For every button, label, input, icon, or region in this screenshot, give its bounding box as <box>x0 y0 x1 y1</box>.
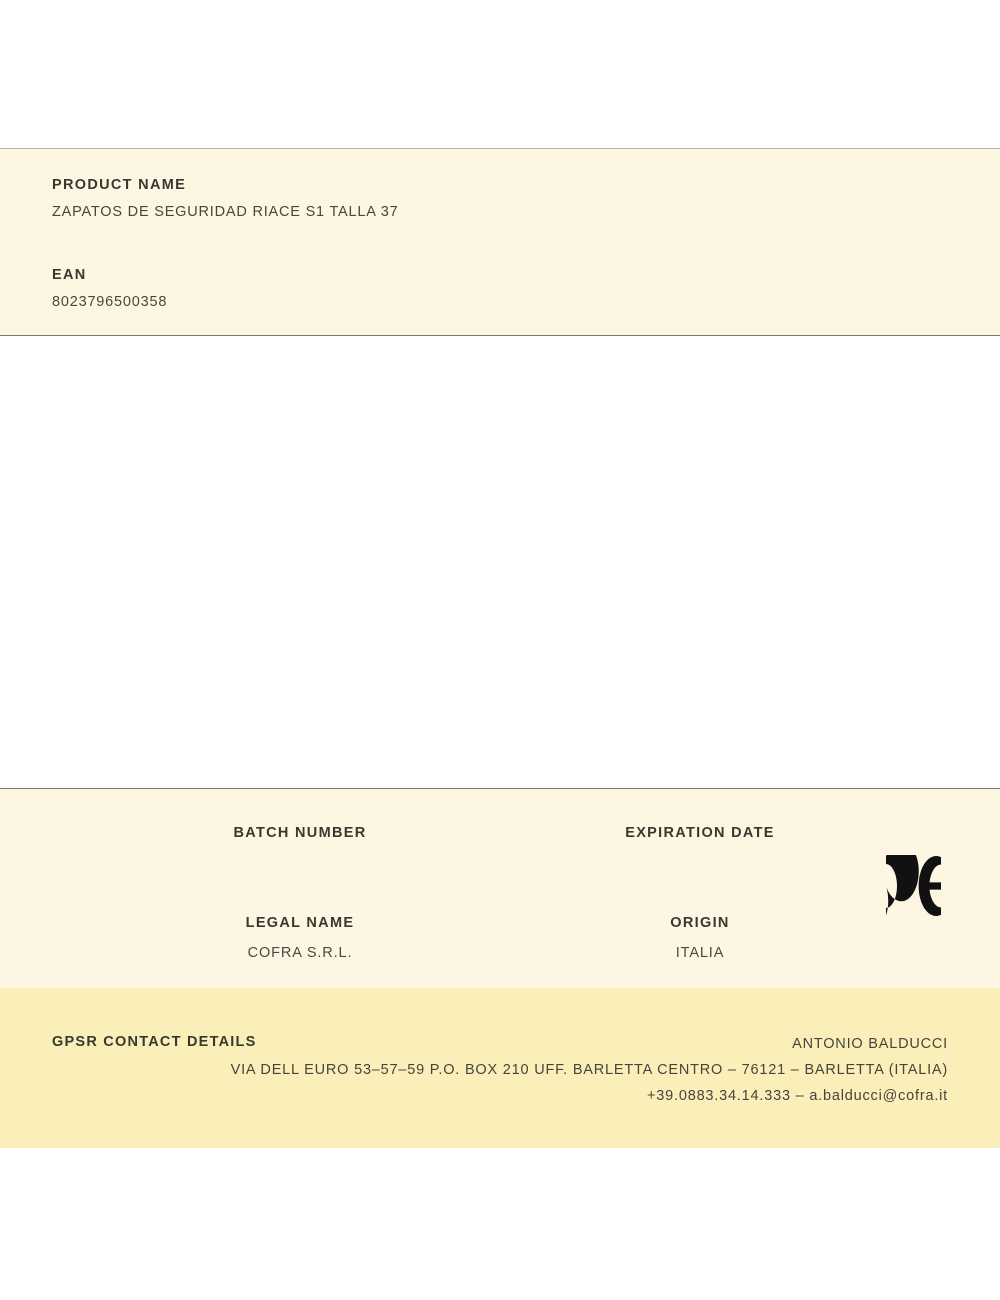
origin-field <box>550 915 850 962</box>
product-info-block <box>0 148 1000 336</box>
origin-label: ORIGIN <box>670 915 730 931</box>
product-name-label: PRODUCT NAME <box>52 177 187 193</box>
gpsr-contact-label: GPSR CONTACT DETAILS <box>52 1034 257 1050</box>
gpsr-contact-block <box>0 988 1000 1148</box>
batch-number-label: BATCH NUMBER <box>233 825 367 841</box>
contact-address: VIA DELL EURO 53–57–59 P.O. BOX 210 UFF. BARLETTA CENTRO – 76121 – BARLETTA (ITALIA) <box>230 1061 948 1078</box>
batch-number-field <box>150 825 450 872</box>
ce-marking-icon <box>850 855 950 917</box>
legal-name-label: LEGAL NAME <box>245 915 355 931</box>
origin-value: ITALIA <box>675 945 725 961</box>
ean-label: EAN <box>52 267 87 283</box>
batch-number-value <box>150 855 450 872</box>
product-name-value: ZAPATOS DE SEGURIDAD RIACE S1 TALLA 37 <box>52 204 399 220</box>
expiration-date-field <box>550 825 850 872</box>
gpsr-contact-details <box>231 1032 948 1109</box>
expiration-date-label: EXPIRATION DATE <box>625 825 775 841</box>
legal-name-field <box>150 915 450 962</box>
ean-field <box>52 267 167 310</box>
ean-value: 8023796500358 <box>52 294 168 310</box>
contact-phone-email: +39.0883.34.14.333 – a.balducci@cofra.it <box>647 1087 948 1104</box>
product-name-field <box>52 177 398 220</box>
blank-content-area <box>0 336 1000 788</box>
contact-name: ANTONIO BALDUCCI <box>792 1036 948 1052</box>
legal-name-value: COFRA S.R.L. <box>247 945 353 961</box>
expiration-date-value <box>550 855 850 872</box>
